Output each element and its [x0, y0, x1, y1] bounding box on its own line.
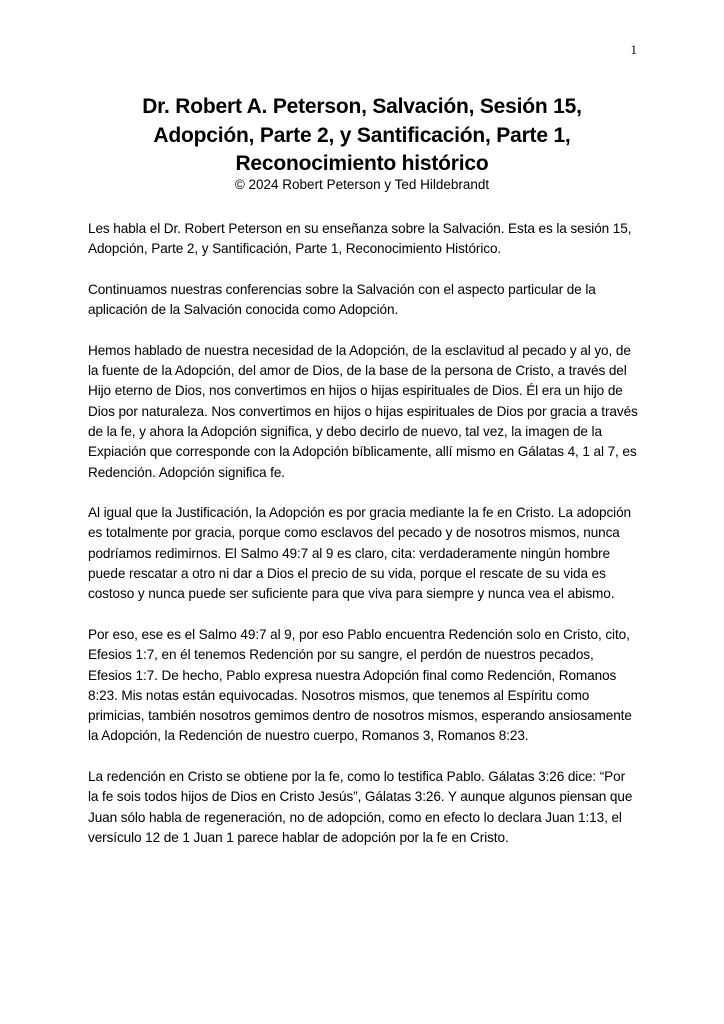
paragraph: Continuamos nuestras conferencias sobre la Salvación con el aspecto particular de la aplicación de la Salvación conocida como Adopción. [88, 281, 596, 318]
title-line: Adopción, Parte 2, y Santificación, Parte 1, [153, 123, 571, 147]
document-body [88, 219, 638, 869]
copyright-line: © 2024 Robert Peterson y Ted Hildebrandt [234, 177, 490, 192]
paragraph: Hemos hablado de nuestra necesidad de la Adopción, de la esclavitud al pecado y al yo, de la fuente de la Adopción, del amor de Dios, de la base de la persona de Cristo, a través del Hijo eterno de Dios, nos convertimos en hijos o hijas espirituales de Dios. Él era un hijo de Dios por naturaleza. Nos convertimos en hijos o hijas espirituales de Dios por gracia a través de la fe, y ahora la Adopción significa, y debo decirlo de nuevo, tal vez, la imagen de la Expiación que corresponde con la Adopción bíblicamente, allí mismo en Gálatas 4, 1 al 7, es Redención. Adopción significa fe. [88, 342, 638, 480]
document-title [88, 93, 636, 179]
paragraph: La redención en Cristo se obtiene por la fe, como lo testifica Pablo. Gálatas 3:26 dice: “Por la fe sois todos hijos de Dios en Cristo Jesús”, Gálatas 3:26. Y aunque algunos piensan que Juan sólo habla de regeneración, no de adopción, como en efecto lo declara Juan 1:13, el versículo 12 de 1 Juan 1 parece hablar de adopción por la fe en Cristo. [88, 769, 633, 845]
paragraph: Les habla el Dr. Robert Peterson en su enseñanza sobre la Salvación. Esta es la sesión 15, Adopción, Parte 2, y Santificación, Parte 1, Reconocimiento Histórico. [88, 221, 632, 257]
page-number: 1 [630, 42, 637, 57]
title-line: Reconocimiento histórico [235, 152, 489, 175]
paragraph: Por eso, ese es el Salmo 49:7 al 9, por eso Pablo encuentra Redención solo en Cristo, cito, Efesios 1:7, en él tenemos Redención por su sangre, el perdón de nuestros pecados, Efesios 1:7. De hecho, Pablo expresa nuestra Adopción final como Redención, Romanos 8:23. Mis notas están equivocadas. Nosotros mismos, que tenemos al Espíritu como primicias, también nosotros gemimos dentro de nosotros mismos, esperando ansiosamente la Adopción, la Redención de nuestro cuerpo, Romanos 3, Romanos 8:23. [88, 626, 632, 744]
title-line: Dr. Robert A. Peterson, Salvación, Sesión 15, [142, 95, 582, 118]
paragraph: Al igual que la Justificación, la Adopción es por gracia mediante la fe en Cristo. La adopción es totalmente por gracia, porque como esclavos del pecado y de nosotros mismos, nunca podríamos redimirnos. El Salmo 49:7 al 9 es claro, cita: verdaderamente ningún hombre puede rescatar a otro ni dar a Dios el precio de su vida, porque el rescate de su vida es costoso y nunca puede ser suficiente para que viva para siempre y nunca vea el abismo. [88, 505, 631, 602]
